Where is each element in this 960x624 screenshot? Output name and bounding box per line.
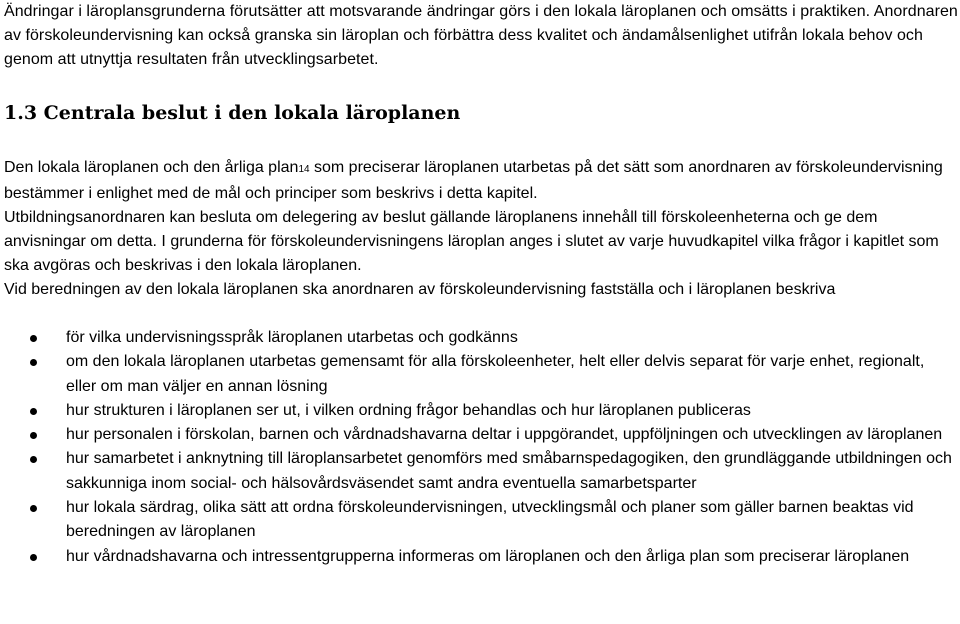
list-item [4, 326, 958, 350]
document-page [4, 0, 958, 569]
paragraph-text-start: Den lokala läroplanen och den årliga plan [4, 159, 299, 176]
list-item [4, 545, 958, 569]
intro-paragraph: Ändringar i läroplansgrunderna förutsätter att motsvarande ändringar görs i den lokala läroplanen och omsätts i praktiken. Anordnaren av förskoleundervisning kan också granska sin läroplan och förbättra dess kvalitet och ändamålsenlighet utifrån lokala behov och genom att utnyttja resultaten från utvecklingsarbetet. [4, 3, 958, 68]
list-item-text: hur vårdnadshavarna och intressentgrupperna informeras om läroplanen och den årliga plan som preciserar läroplanen [66, 547, 910, 565]
list-item [4, 447, 958, 496]
list-item [4, 350, 958, 399]
bullet-icon [30, 505, 37, 512]
list-item [4, 423, 958, 447]
paragraph-preparation: Vid beredningen av den lokala läroplanen ska anordnaren av förskoleundervisning fastställa och i läroplanen beskriva [4, 281, 836, 298]
bullet-icon [30, 432, 37, 439]
list-item [4, 399, 958, 423]
list-item-text: om den lokala läroplanen utarbetas gemensamt för alla förskoleenheter, helt eller delvis separat för varje enhet, regionalt, eller om man väljer en annan lösning [66, 353, 925, 395]
list-item-text: hur personalen i förskolan, barnen och vårdnadshavarna deltar i uppgörandet, uppföljningen och utvecklingen av läroplanen [66, 426, 943, 444]
bullet-icon [30, 359, 37, 366]
list-item-text: hur lokala särdrag, olika sätt att ordna förskoleundervisningen, utvecklingsmål och planer som gäller barnen beaktas vid beredningen av läroplanen [66, 499, 914, 541]
list-item-text: för vilka undervisningsspråk läroplanen utarbetas och godkänns [66, 329, 518, 346]
section-heading: 1.3 Centrala beslut i den lokala läroplanen [4, 102, 461, 124]
paragraph-text-end: som preciserar läroplanen utarbetas på det sätt som anordnaren av förskoleundervisning bestämmer i enlighet med de mål och principer som beskrivs i detta kapitel. [4, 159, 943, 202]
paragraph-delegation: Utbildningsanordnaren kan besluta om delegering av beslut gällande läroplanens innehåll till förskoleenheterna och ge dem anvisningar om detta. I grunderna för förskoleundervisningens läroplan anges i slutet av varje huvudkapitel vilka frågor i kapitlet som ska avgöras och beskrivas i den lokala läroplanen. [4, 209, 939, 274]
bullet-list [4, 326, 958, 569]
bullet-icon [30, 456, 37, 463]
list-item-text: hur strukturen i läroplanen ser ut, i vilken ordning frågor behandlas och hur läroplanen publiceras [66, 401, 751, 419]
bullet-icon [30, 554, 37, 561]
bullet-icon [30, 408, 37, 415]
bullet-icon [30, 335, 37, 342]
list-item-text: hur samarbetet i anknytning till läroplansarbetet genomförs med småbarnspedagogiken, den grundläggande utbildningen och sakkunniga inom social- och hälsovårdsväsendet samt andra eventuella samarbetsparter [66, 450, 952, 492]
footnote-reference[interactable]: 14 [298, 164, 310, 175]
list-item [4, 496, 958, 545]
paragraph-local-curriculum [4, 156, 958, 206]
